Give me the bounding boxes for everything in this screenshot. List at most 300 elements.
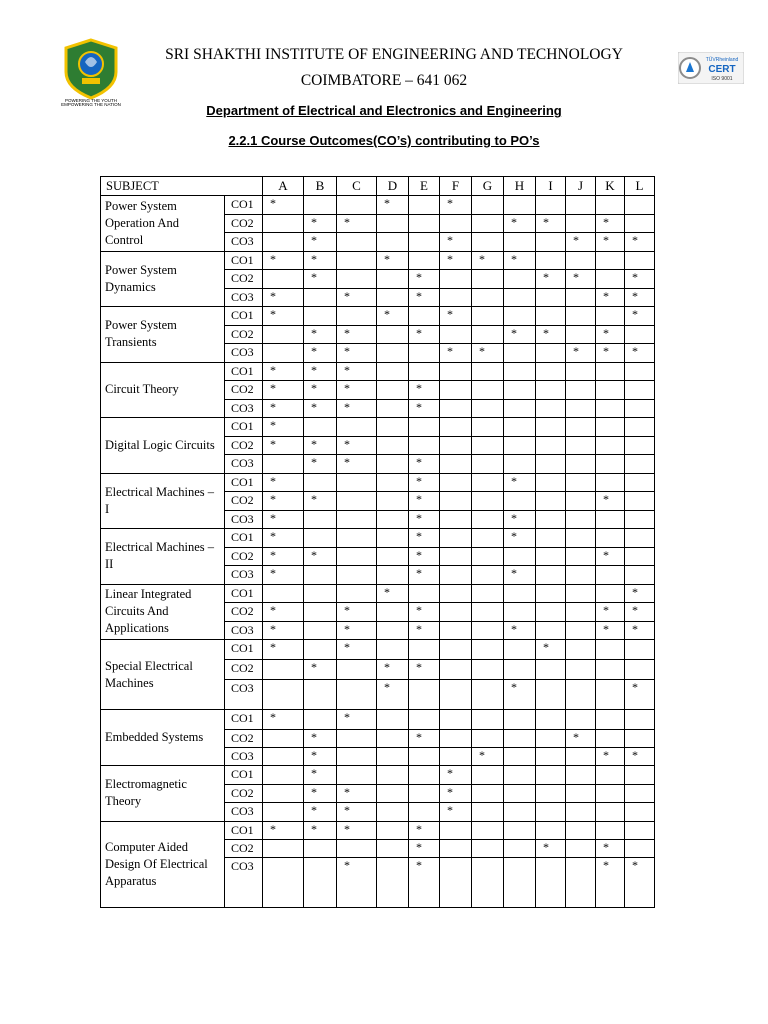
mapping-cell: * (377, 680, 409, 710)
mapping-cell: * (304, 251, 337, 270)
mapping-cell (596, 399, 625, 418)
po-header-f: F (440, 177, 472, 196)
mapping-cell (304, 710, 337, 730)
mapping-cell: * (596, 839, 625, 857)
institute-city: COIMBATORE – 641 062 (300, 72, 468, 89)
mapping-cell (304, 603, 337, 622)
table-header-row (101, 177, 655, 196)
mapping-cell (377, 418, 409, 437)
mapping-cell (440, 640, 472, 660)
mapping-cell: * (337, 399, 377, 418)
po-header-l: L (625, 177, 655, 196)
mapping-cell (566, 325, 596, 344)
mapping-cell (596, 710, 625, 730)
mapping-cell: * (263, 510, 304, 529)
po-header-a: A (263, 177, 304, 196)
mapping-cell (566, 510, 596, 529)
mapping-cell (536, 748, 566, 766)
mapping-cell (472, 839, 504, 857)
mapping-cell (440, 529, 472, 548)
mapping-cell (263, 857, 304, 907)
mapping-cell (304, 839, 337, 857)
mapping-cell: * (337, 288, 377, 307)
mapping-cell (536, 784, 566, 803)
mapping-cell: * (409, 325, 440, 344)
mapping-cell: * (409, 399, 440, 418)
mapping-cell: * (596, 344, 625, 363)
mapping-cell (409, 680, 440, 710)
mapping-cell: * (304, 547, 337, 566)
mapping-cell (440, 418, 472, 437)
mapping-cell (337, 529, 377, 548)
mapping-cell: * (566, 233, 596, 252)
mapping-cell (566, 362, 596, 381)
mapping-cell (566, 418, 596, 437)
mapping-cell (337, 251, 377, 270)
mapping-cell (409, 214, 440, 233)
table-row (101, 821, 655, 839)
mapping-cell (625, 492, 655, 511)
mapping-cell: * (377, 251, 409, 270)
mapping-cell (409, 748, 440, 766)
mapping-cell (566, 473, 596, 492)
subject-header: SUBJECT (101, 177, 263, 196)
mapping-cell: * (263, 547, 304, 566)
mapping-cell (440, 821, 472, 839)
mapping-cell (596, 307, 625, 326)
mapping-cell (263, 455, 304, 474)
mapping-cell: * (263, 492, 304, 511)
mapping-cell (304, 307, 337, 326)
mapping-cell (504, 857, 536, 907)
mapping-cell (377, 325, 409, 344)
mapping-cell (596, 381, 625, 400)
course-outcome-label: CO3 (225, 621, 263, 640)
mapping-cell (504, 399, 536, 418)
mapping-cell (377, 803, 409, 822)
mapping-cell: * (304, 730, 337, 748)
mapping-cell (440, 603, 472, 622)
mapping-cell (263, 784, 304, 803)
mapping-cell: * (337, 436, 377, 455)
mapping-cell (472, 510, 504, 529)
mapping-cell (337, 473, 377, 492)
mapping-cell: * (596, 233, 625, 252)
mapping-cell (625, 803, 655, 822)
mapping-cell (596, 680, 625, 710)
mapping-cell (504, 381, 536, 400)
mapping-cell (304, 529, 337, 548)
mapping-cell: * (409, 603, 440, 622)
mapping-cell: * (566, 344, 596, 363)
mapping-cell (536, 803, 566, 822)
course-outcome-label: CO1 (225, 418, 263, 437)
course-outcome-label: CO1 (225, 640, 263, 660)
mapping-cell (566, 307, 596, 326)
course-outcome-label: CO1 (225, 529, 263, 548)
mapping-cell: * (337, 621, 377, 640)
mapping-cell (625, 399, 655, 418)
mapping-cell (536, 307, 566, 326)
mapping-cell (304, 510, 337, 529)
mapping-cell (504, 492, 536, 511)
logo-tagline-1: POWERING THE YOUTH (64, 98, 118, 103)
po-header-b: B (304, 177, 337, 196)
mapping-cell (625, 251, 655, 270)
mapping-cell (536, 492, 566, 511)
mapping-cell (504, 233, 536, 252)
course-outcome-label: CO3 (225, 288, 263, 307)
mapping-cell (504, 584, 536, 603)
mapping-cell (625, 660, 655, 680)
mapping-cell (536, 288, 566, 307)
course-outcome-label: CO2 (225, 381, 263, 400)
mapping-cell: * (337, 325, 377, 344)
institute-name: SRI SHAKTHI INSTITUTE OF ENGINEERING AND TECHNOLOGY (165, 46, 623, 63)
mapping-cell (472, 584, 504, 603)
mapping-cell (596, 640, 625, 660)
mapping-cell (377, 821, 409, 839)
mapping-cell (337, 492, 377, 511)
mapping-cell: * (504, 621, 536, 640)
mapping-cell (472, 436, 504, 455)
mapping-cell (625, 839, 655, 857)
mapping-cell (440, 436, 472, 455)
mapping-cell (440, 839, 472, 857)
mapping-cell (377, 621, 409, 640)
mapping-cell (337, 270, 377, 289)
mapping-cell (566, 196, 596, 215)
mapping-cell (596, 730, 625, 748)
mapping-cell (625, 455, 655, 474)
mapping-cell: * (566, 270, 596, 289)
mapping-cell (337, 748, 377, 766)
mapping-cell (440, 362, 472, 381)
mapping-cell: * (409, 270, 440, 289)
mapping-cell: * (440, 803, 472, 822)
course-outcome-label: CO3 (225, 344, 263, 363)
mapping-cell: * (625, 621, 655, 640)
mapping-cell (536, 529, 566, 548)
mapping-cell (536, 857, 566, 907)
mapping-cell: * (263, 196, 304, 215)
mapping-cell (536, 251, 566, 270)
mapping-cell (337, 660, 377, 680)
mapping-cell (596, 821, 625, 839)
mapping-cell (596, 196, 625, 215)
mapping-cell (472, 821, 504, 839)
table-row (101, 251, 655, 270)
mapping-cell: * (304, 766, 337, 785)
mapping-cell (504, 603, 536, 622)
mapping-cell (337, 584, 377, 603)
mapping-cell: * (504, 529, 536, 548)
course-outcome-label: CO1 (225, 307, 263, 326)
mapping-cell (337, 680, 377, 710)
course-outcome-label: CO2 (225, 603, 263, 622)
mapping-cell: * (409, 381, 440, 400)
table-row (101, 196, 655, 215)
mapping-cell (596, 584, 625, 603)
mapping-cell: * (625, 584, 655, 603)
co-po-table (100, 176, 655, 908)
subject-name: Power System Operation And Control (101, 196, 225, 252)
mapping-cell (536, 362, 566, 381)
mapping-cell (536, 436, 566, 455)
mapping-cell (440, 857, 472, 907)
mapping-cell: * (263, 436, 304, 455)
mapping-cell: * (409, 857, 440, 907)
mapping-cell (337, 510, 377, 529)
mapping-cell (440, 584, 472, 603)
mapping-cell (304, 857, 337, 907)
mapping-cell (337, 307, 377, 326)
course-outcome-label: CO1 (225, 196, 263, 215)
subject-name: Electrical Machines – II (101, 529, 225, 585)
mapping-cell (304, 584, 337, 603)
mapping-cell (625, 418, 655, 437)
course-outcome-label: CO1 (225, 766, 263, 785)
course-outcome-label: CO1 (225, 821, 263, 839)
mapping-cell (377, 547, 409, 566)
course-outcome-label: CO3 (225, 455, 263, 474)
cert-standard: ISO 9001 (711, 76, 733, 82)
subject-name: Embedded Systems (101, 710, 225, 766)
mapping-cell: * (263, 566, 304, 585)
mapping-cell (377, 710, 409, 730)
course-outcome-label: CO2 (225, 660, 263, 680)
mapping-cell (536, 680, 566, 710)
mapping-cell (596, 784, 625, 803)
mapping-cell (566, 492, 596, 511)
subject-name: Electrical Machines – I (101, 473, 225, 529)
subject-name: Special Electrical Machines (101, 640, 225, 710)
mapping-cell (377, 510, 409, 529)
mapping-cell: * (472, 251, 504, 270)
subject-name: Circuit Theory (101, 362, 225, 418)
course-outcome-label: CO2 (225, 547, 263, 566)
mapping-cell (377, 839, 409, 857)
mapping-cell (596, 362, 625, 381)
mapping-cell: * (304, 344, 337, 363)
mapping-cell: * (263, 399, 304, 418)
mapping-cell (536, 566, 566, 585)
mapping-cell (472, 455, 504, 474)
mapping-cell: * (409, 473, 440, 492)
mapping-cell (504, 730, 536, 748)
department-title: Department of Electrical and Electronics and Engineering (206, 103, 562, 118)
course-outcome-label: CO3 (225, 510, 263, 529)
mapping-cell (504, 766, 536, 785)
course-outcome-label: CO3 (225, 748, 263, 766)
mapping-cell (596, 510, 625, 529)
mapping-cell (566, 710, 596, 730)
mapping-cell: * (409, 547, 440, 566)
mapping-cell (504, 288, 536, 307)
mapping-cell: * (409, 566, 440, 585)
mapping-cell (409, 766, 440, 785)
mapping-cell (625, 640, 655, 660)
mapping-cell (625, 362, 655, 381)
mapping-cell: * (596, 325, 625, 344)
mapping-cell (304, 196, 337, 215)
mapping-cell (377, 399, 409, 418)
mapping-cell: * (304, 821, 337, 839)
mapping-cell: * (409, 288, 440, 307)
mapping-cell: * (409, 660, 440, 680)
mapping-cell: * (472, 344, 504, 363)
mapping-cell: * (566, 730, 596, 748)
mapping-cell (440, 566, 472, 585)
mapping-cell (263, 584, 304, 603)
mapping-cell: * (625, 603, 655, 622)
mapping-cell (377, 730, 409, 748)
mapping-cell (409, 362, 440, 381)
mapping-cell (536, 233, 566, 252)
mapping-cell (566, 660, 596, 680)
mapping-cell (504, 640, 536, 660)
mapping-cell (536, 399, 566, 418)
mapping-cell (536, 710, 566, 730)
course-outcome-label: CO1 (225, 710, 263, 730)
mapping-cell (304, 621, 337, 640)
mapping-cell (536, 766, 566, 785)
mapping-cell (566, 748, 596, 766)
course-outcome-label: CO2 (225, 839, 263, 857)
mapping-cell: * (625, 288, 655, 307)
course-outcome-label: CO2 (225, 784, 263, 803)
mapping-cell: * (304, 233, 337, 252)
mapping-cell (625, 436, 655, 455)
mapping-cell (263, 680, 304, 710)
mapping-cell (566, 839, 596, 857)
mapping-cell (536, 455, 566, 474)
mapping-cell: * (337, 455, 377, 474)
mapping-cell (440, 621, 472, 640)
mapping-cell (596, 473, 625, 492)
mapping-cell (625, 529, 655, 548)
mapping-cell (304, 418, 337, 437)
mapping-cell (536, 547, 566, 566)
mapping-cell (536, 510, 566, 529)
mapping-cell: * (337, 344, 377, 363)
mapping-cell (566, 621, 596, 640)
mapping-cell: * (596, 621, 625, 640)
mapping-cell (472, 640, 504, 660)
mapping-cell: * (596, 857, 625, 907)
section-title: 2.2.1 Course Outcomes(CO’s) contributing to PO’s (228, 133, 540, 148)
course-outcome-label: CO3 (225, 803, 263, 822)
mapping-cell: * (409, 529, 440, 548)
mapping-cell (377, 233, 409, 252)
po-header-e: E (409, 177, 440, 196)
mapping-cell (504, 436, 536, 455)
mapping-cell: * (625, 344, 655, 363)
mapping-cell (472, 492, 504, 511)
mapping-cell (409, 640, 440, 660)
mapping-cell (304, 473, 337, 492)
mapping-cell (566, 288, 596, 307)
mapping-cell (472, 307, 504, 326)
mapping-cell: * (263, 362, 304, 381)
mapping-cell: * (504, 473, 536, 492)
mapping-cell (263, 803, 304, 822)
mapping-cell: * (596, 603, 625, 622)
mapping-cell: * (536, 640, 566, 660)
mapping-cell: * (536, 839, 566, 857)
mapping-cell (596, 251, 625, 270)
mapping-cell: * (409, 730, 440, 748)
mapping-cell: * (263, 307, 304, 326)
mapping-cell: * (304, 803, 337, 822)
mapping-cell (625, 566, 655, 585)
mapping-cell (566, 603, 596, 622)
mapping-cell (625, 784, 655, 803)
mapping-cell (472, 362, 504, 381)
mapping-cell (337, 839, 377, 857)
mapping-cell: * (337, 710, 377, 730)
mapping-cell (536, 621, 566, 640)
mapping-cell: * (263, 603, 304, 622)
mapping-cell (377, 362, 409, 381)
mapping-cell (472, 381, 504, 400)
mapping-cell (472, 288, 504, 307)
mapping-cell (440, 214, 472, 233)
mapping-cell: * (625, 680, 655, 710)
mapping-cell (472, 710, 504, 730)
course-outcome-label: CO3 (225, 857, 263, 907)
mapping-cell (504, 821, 536, 839)
mapping-cell (566, 214, 596, 233)
mapping-cell (377, 603, 409, 622)
mapping-cell (472, 399, 504, 418)
mapping-cell: * (304, 362, 337, 381)
mapping-cell (263, 660, 304, 680)
mapping-cell (409, 307, 440, 326)
mapping-cell (472, 196, 504, 215)
mapping-cell (440, 680, 472, 710)
course-outcome-label: CO2 (225, 214, 263, 233)
mapping-cell: * (337, 381, 377, 400)
mapping-cell (337, 766, 377, 785)
mapping-cell (472, 270, 504, 289)
mapping-cell: * (504, 566, 536, 585)
mapping-cell (625, 821, 655, 839)
mapping-cell: * (337, 803, 377, 822)
mapping-cell: * (625, 748, 655, 766)
table-body (101, 196, 655, 908)
mapping-cell: * (440, 344, 472, 363)
mapping-cell: * (263, 473, 304, 492)
mapping-cell: * (337, 821, 377, 839)
mapping-cell: * (504, 251, 536, 270)
mapping-cell (409, 233, 440, 252)
mapping-cell (377, 529, 409, 548)
mapping-cell (596, 436, 625, 455)
mapping-cell: * (504, 214, 536, 233)
mapping-cell (566, 766, 596, 785)
mapping-cell (566, 251, 596, 270)
po-header-k: K (596, 177, 625, 196)
mapping-cell (504, 710, 536, 730)
mapping-cell (337, 566, 377, 585)
mapping-cell (263, 748, 304, 766)
mapping-cell (596, 270, 625, 289)
mapping-cell (377, 288, 409, 307)
subject-name: Digital Logic Circuits (101, 418, 225, 474)
mapping-cell: * (409, 510, 440, 529)
mapping-cell (440, 547, 472, 566)
